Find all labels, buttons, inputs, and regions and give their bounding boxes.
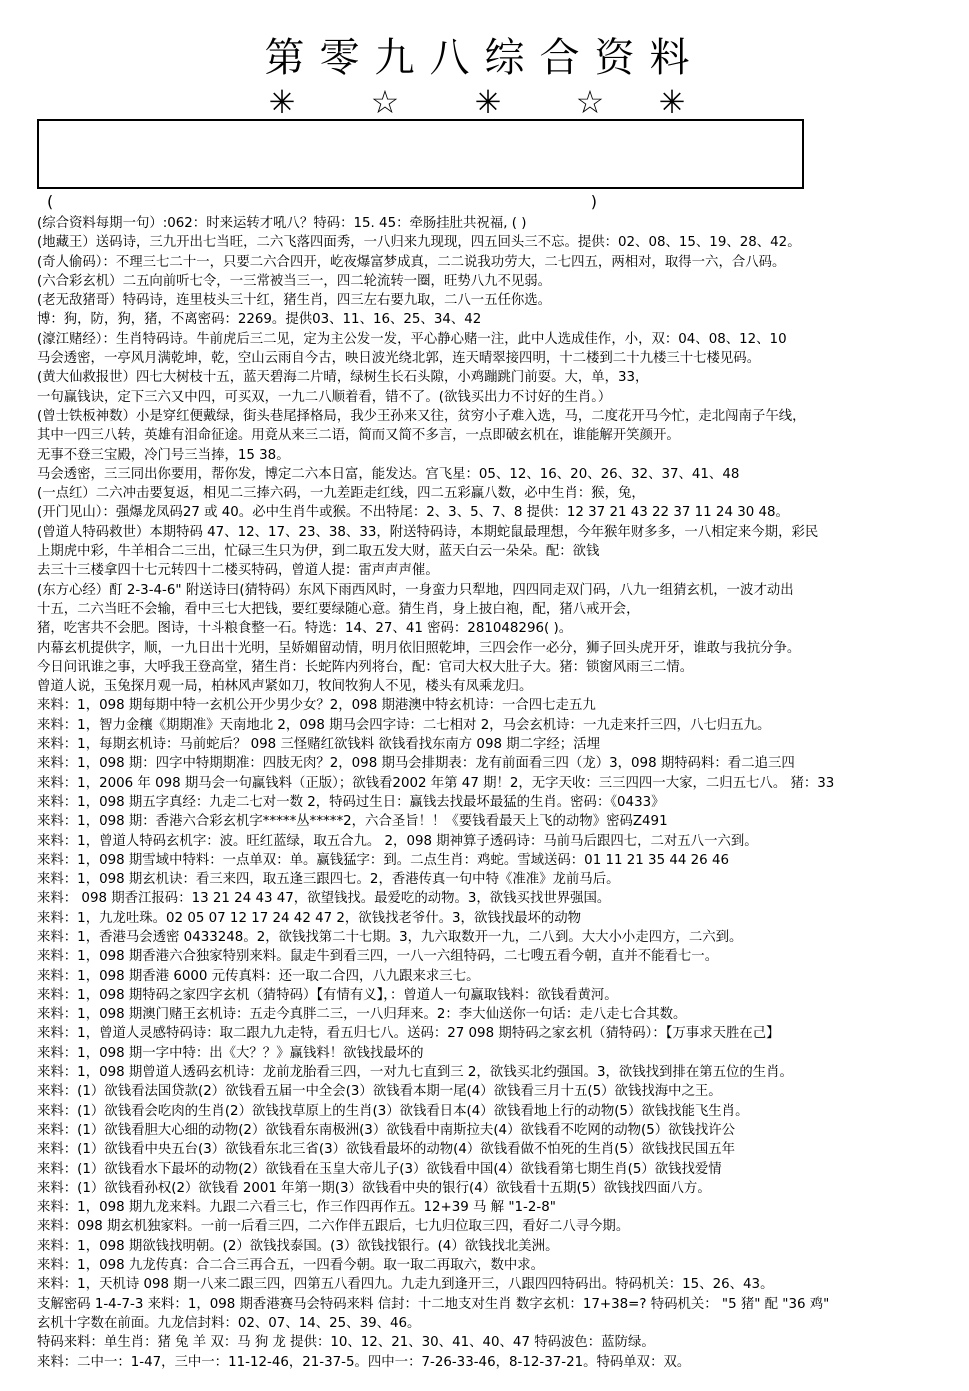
text-line: 来料：(1）欲钱看胆大心细的动物(2）欲钱看东南极洲(3）欲钱看中南斯拉夫(4）欲钱看不吃网的动物(5）欲钱找许公 [37,1122,736,1138]
text-line: 来料：1，智力金穰《期期准》天南地北 2，098 期马会四字诗：二七相对 2，马会玄机诗：一九走来扦三四，八七归五九。 [37,717,771,733]
text-line: 来料：1，098 期澳门赌王玄机诗：五走今真胖二三，一八归拜来。2：李大仙送你一句话：走八走七合其数。 [37,1007,687,1023]
text-line: (一点红）二六冲击要复返，相见二三捧六码，一九差距走红线，四二五彩赢八数，必中生肖：猴，兔， [37,486,645,502]
asterisk-icon: ✳ [658,83,686,121]
asterisk-icon: ✳ [268,83,296,121]
text-line: 来料：1，098 期九龙来料。九跟二六看三七，作三作四再作五。12+39 马 解 "1-2-8" [37,1200,556,1216]
text-line: (开门见山）：强爆龙凤码27 或 40。必中生肖牛或猴。不出特尾：2、3、5、7、8 提供：12 37 21 43 22 37 11 24 30 48。 [37,505,789,521]
text-line: 曾道人说，玉兔探月观一局，柏林风声紧如刀，牧间牧狗人不见，楼头有凤乘龙归。 [37,679,533,695]
text-line: 来料：(1）欲钱看中央五台(3）欲钱看东北三省(3）欲钱看最坏的动物(4）欲钱看做不怕死的生肖(5）欲钱找民国五年 [37,1142,736,1158]
text-line: 来料：1，098 期香港 6000 元传真料：还一取二合四，八九跟来求三七。 [37,968,480,984]
text-body [37,214,962,1372]
text-line: (奇人偷码）：不理三七二十一，只要二六合四开，屹夜爆富梦成真，二二说我功劳大，二七四五，两相对，取得一六，合八码。 [37,254,786,270]
text-line: (黄大仙救报世）四七大树枝十五，蓝天碧海二片晴，绿树生长石头隙，小鸡蹦跳门前耍。大，单，33， [37,370,649,386]
text-line: 来料：1，2006 年 098 期马会一句赢钱料（正版）；欲钱看2002 年第 47 期！2，无字天收：三三四四一大家，二归五七八。 猪：33 [37,775,835,791]
text-line: 来料：1，香港马会透密 0433248。2，欲钱找第二十七期。3，九六取数开一九，二八到。大大小小走四方，二六到。 [37,929,743,945]
empty-paren-row [37,192,597,212]
text-line: 来料：1，曾道人特码玄机字：波。旺红蓝绿，取五合九。 2，098 期神算子透码诗：马前马后跟四七，二对五八一六到。 [37,833,758,849]
text-line: 一句赢钱诀，定下三六又中四，可买双，一九二八顺着看，错不了。(欲钱买出力不讨好的生肖。） [37,389,612,405]
asterisk-icon: ✳ [474,83,502,121]
text-line: 来料：(1）欲钱看孙权(2）欲钱看 2001 年第一期(3）欲钱看中央的银行(4）欲钱看十五期(5）欲钱找四面八方。 [37,1180,711,1196]
text-line: 来料：(1）欲钱看会吃肉的生肖(2）欲钱找草原上的生肖(3）欲钱看日本(4）欲钱看地上行的动物(5）欲钱找能飞生肖。 [37,1103,749,1119]
text-line: 来料：(1）欲钱看法国贷款(2）欲钱看五届一中全会(3）欲钱看本期一尾(4）欲钱看三月十五(5）欲钱找海中之王。 [37,1084,722,1100]
text-line: 来料：1，098 期五字真经：九走二七对一数 2，特码过生日：赢钱去找最坏最猛的生肖。密码：《0433》 [37,794,665,810]
text-line: 十五，二六当旺不会输，看中三七大把钱，要红要绿随心意。猜生肖，身上披白袍，配，猪八戒开会， [37,601,640,617]
text-line: 来料：1，098 期欲钱找明朝。(2）欲钱找泰国。(3）欲钱找银行。(4）欲钱找北美洲。 [37,1238,559,1254]
text-line: 来料：1，098 九龙传真：合二合三再合五，一四看今朝。取一取二再取六，数中求。 [37,1258,545,1274]
text-line: 来料：1，098 期每期中特一玄机公开少男少女？2，098 期港澳中特玄机诗：一合四七走五九 [37,698,596,714]
text-line: 特码来料：单生肖：猪 兔 羊 双：马 狗 龙 提供：10、12、21、30、41、40、47 特码波色：蓝防绿。 [37,1335,655,1351]
star-row [0,84,969,120]
text-line: (地藏王）送码诗，三九开出七当旺，二六飞落四面秀，一八归来九现现，四五回头三不忘。提供：02、08、15、19、28、42。 [37,235,801,251]
text-line: 无事不登三宝殿，冷门号三当捧，15 38。 [37,447,290,463]
text-line: (老无敌猪哥）特码诗，连里枝头三十红，猪生肖，四三左右要九取，二八一五任你选。 [37,293,552,309]
text-line: (曾道人特码救世）本期特码 47、12、17、23、38、33，附送特码诗，本期蛇鼠最理想，今年猴年财多多，一八相定来今期，彩民 [37,524,819,540]
text-line: 来料：1，098 期香港六合独家特别来料。鼠走牛到看三四，一八一六组特码，二七嗖五看今朝，直并不能看七一。 [37,949,719,965]
text-line: 来料：1，天机诗 098 期一八来二跟三四，四第五八看四九。九走九到逢开三，八跟四四特码出。特码机关：15、26、43。 [37,1277,774,1293]
text-line: 支解密码 1-4-7-3 来料：1，098 期香港赛马会特码来料 信封：十二地支对生肖 数字玄机：17+38=? 特码机关： "5 猪" 配 "36 鸡" [37,1296,830,1312]
text-line: 来料：1，098 期一字中特：出《大？？》赢钱料！欲钱找最坏的 [37,1045,424,1061]
text-line: 去三十三楼拿四十七元转四十二楼买特码，曾道人提：雷声声声催。 [37,563,439,579]
text-line: 今日问讯谁之事，大呼我王登高堂，猪生肖：长蛇阵内列将台，配：官司大权大肚子大。猪：锁窗风雨三二情。 [37,659,694,675]
text-line: 来料：098 期玄机独家料。一前一后看三四，二六作伴五跟后，七九归位取三四，看好二八寻今期。 [37,1219,630,1235]
close-paren: ) [590,192,597,211]
text-line: (曾士铁板神数）小是穿红便戴绿，街头巷尾择格局，我少王孙来又往，贫穷小子难入选，马，二度花开马今忙，走北闯南子午线， [37,408,806,424]
text-line: 博：狗，防，狗，猪，不离密码：2269。提供03、11、16、25、34、42 [37,312,482,328]
star-icon: ☆ [370,83,400,121]
open-paren: ( [47,192,54,211]
text-line: 猪，吃害共不会肥。图诗，十斗粮食整一石。特选：14、27、41 密码：281048296( )。 [37,621,573,637]
text-line: 来料：(1）欲钱看水下最坏的动物(2）欲钱看在玉皇大帝儿子(3）欲钱看中国(4）欲钱看第七期生肖(5）欲钱找爱情 [37,1161,722,1177]
text-line: 来料：1，098 期特码之家四字玄机（猜特码）【有情有义】，：曾道人一句赢取钱料：欲钱看黄河。 [37,987,618,1003]
text-line: 来料：1，098 期：四字中特期期准：四肢无肉？2，098 期马会排期表：龙有前面看三四（龙）3，098 期特码料：看二追三四 [37,756,795,772]
text-line: 上期虎中彩，牛羊相合二三出，忙碌三生只为伊，到二取五发大财，蓝天白云一朵朵。配：欲钱 [37,544,600,560]
text-line: 马会透密，三三同出你要用，帮你发，博定二六本日富，能发达。宫飞星：05、12、16、20、26、32、37、41、48 [37,466,740,482]
text-line: 来料：1，098 期曾道人透码玄机诗：龙前龙胎看三四，一对九七直到三 2，欲钱买北约强国。3，欲钱找到排在第五位的生肖。 [37,1065,793,1081]
text-line: 来料：1，098 期雪域中特料：一点单双：单。赢钱猛字：到。二点生肖：鸡蛇。雪域送码：01 11 21 35 44 26 46 [37,852,729,868]
text-line: 其中一四三八转，英雄有泪命征途。用竟从来三二语，简而又简不多言，一点即破玄机在，谁能解开笑颜开。 [37,428,680,444]
text-line: 来料： 098 期香江报码：13 21 24 43 47，欲望钱找。最爱吃的动物。3，欲钱买找世界强国。 [37,891,611,907]
text-line: (东方心经）酊 2-3-4-6" 附送诗曰(猜特码）东风下雨西风时，一身蛮力只犁地，四四同走双门码，八九一组猜玄机，一波才动出 [37,582,794,598]
text-line: 来料：1，曾道人灵感特码诗：取二跟九九走特，看五归七八。送码：27 098 期特码之家玄机（猜特码）：【万事求天胜在己】 [37,1026,780,1042]
text-line: 马会透密，一亭风月满乾坤，乾，空山云雨自今古，映日波光绕北郭，连天晴翠接四明，十二楼到二十九楼三十七楼见码。 [37,351,761,367]
star-icon: ☆ [575,83,605,121]
text-line: (六合彩玄机）二五向前听七令，一三常被当三一，四二轮流转一圈，旺势八九不见弱。 [37,273,552,289]
page-title: 第零九八综合资料 [264,35,705,81]
text-line: 来料：1，098 期玄机诀：看三来四，取五逢三跟四七。2，香港传真一句中特《准准》龙前马后。 [37,872,620,888]
text-line: 来料：二中一：1-47，三中一：11-12-46，21-37-5。四中一：7-26-33-46，8-12-37-21。特码单双：双。 [37,1354,691,1370]
text-line: 玄机十字数在前面。九龙信封料：02、07、14、25、39、46。 [37,1315,421,1331]
text-line: (综合资料每期一句）:062：时来运转才吼八？特码：15. 45：牵肠挂肚共祝福, ( ) [37,216,527,231]
text-line: 来料：1，九龙吐珠。02 05 07 12 17 24 42 47 2，欲钱找老爷什。3，欲钱找最坏的动物 [37,910,582,926]
text-line: 来料：1，098 期：香港六合彩玄机字*****丛*****2，六合圣旨！！《要钱看最天上飞的动物》密码Z491 [37,814,668,830]
empty-frame-box [37,119,804,189]
text-line: 内幕玄机提供字，顺，一九日出十光明，呈娇媚留动情，明月依旧照乾坤，三四会作一必分，狮子回头虎开牙，谁敢与我抗分争。 [37,640,801,656]
text-line: 来料：1，每期玄机诗：马前蛇后？ 098 三怪赌红欲钱料 欲钱看找东南方 098 期二字经；活埋 [37,737,600,753]
text-line: (濠江赌经）：生肖特码诗。牛前虎后三二见，定为主公发一发，平心静心赌一注，此中人选成佳作，小，双：04、08、12、10 [37,331,787,347]
